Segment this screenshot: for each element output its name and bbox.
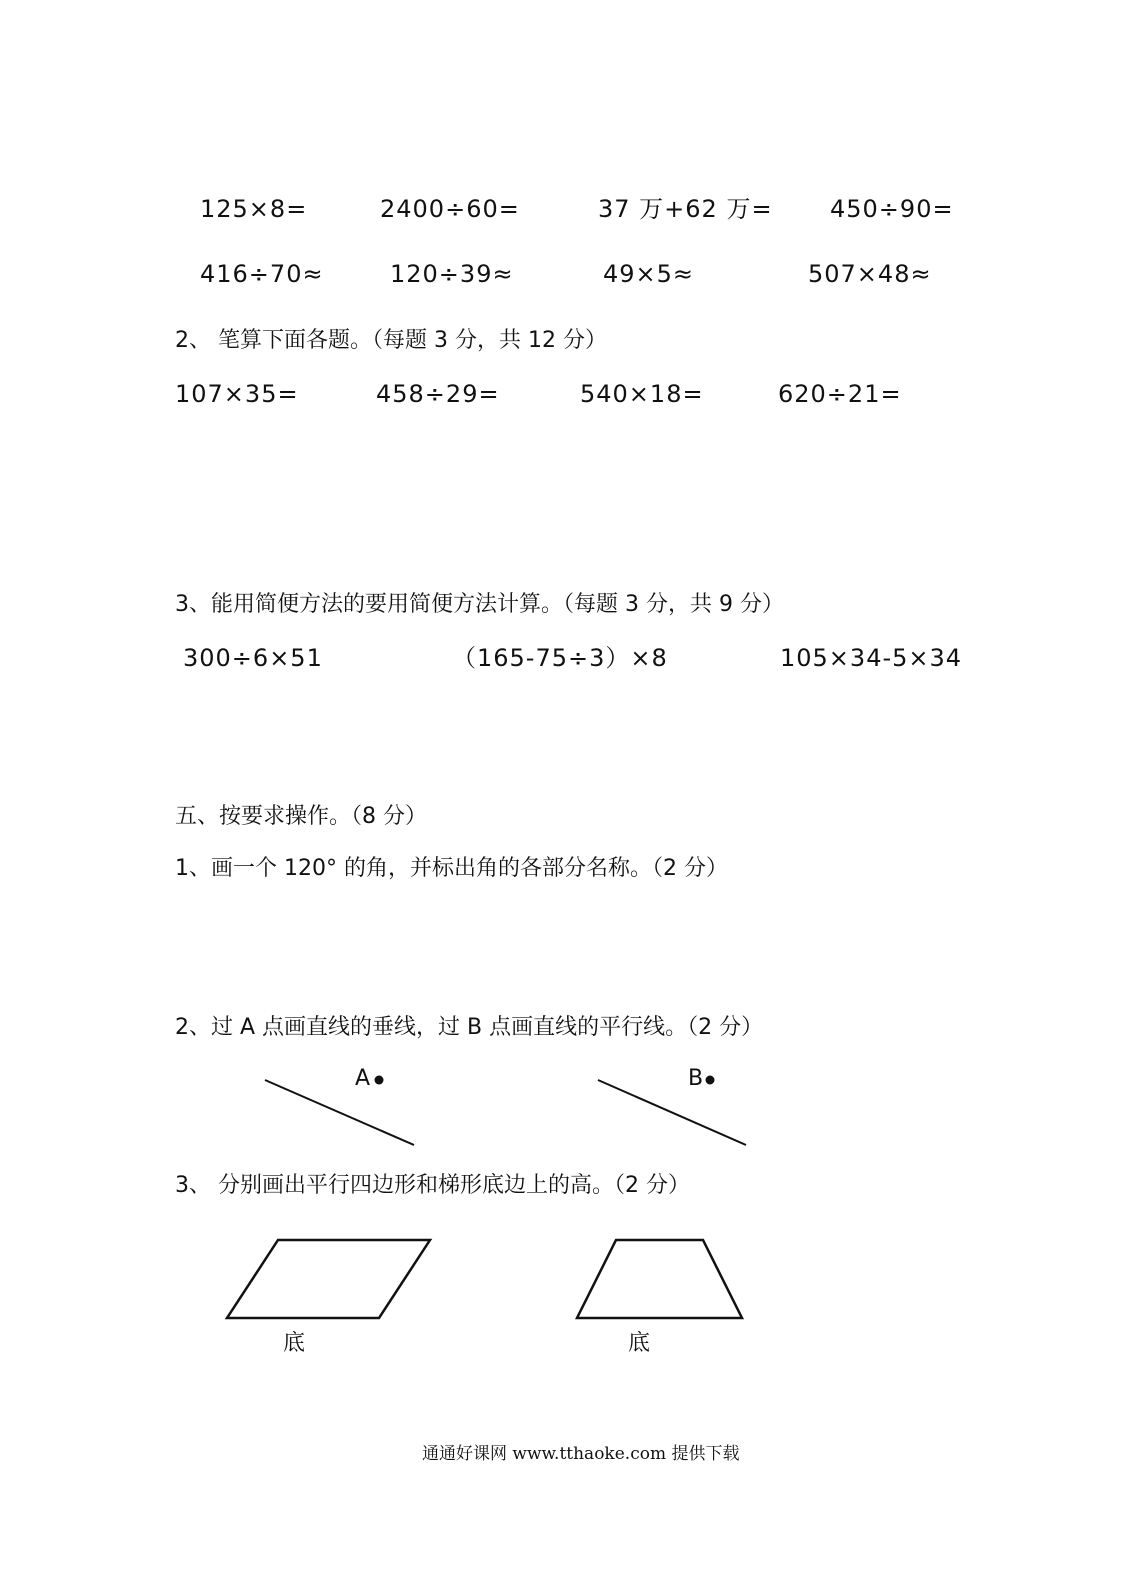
q3-item: 300÷6×51 <box>183 644 323 672</box>
task1-text: 1、画一个 120° 的角，并标出角的各部分名称。（2 分） <box>175 856 728 881</box>
trapezoid <box>577 1240 742 1318</box>
oral-item: 416÷70≈ <box>200 260 324 288</box>
point-a-dot <box>375 1076 384 1085</box>
oral-item: 125×8= <box>200 195 308 223</box>
parallelogram <box>227 1240 430 1318</box>
task2-text: 2、过 A 点画直线的垂线，过 B 点画直线的平行线。（2 分） <box>175 1015 764 1040</box>
q3-item: 105×34-5×34 <box>780 644 963 672</box>
q2-heading: 2、 笔算下面各题。（每题 3 分，共 12 分） <box>175 328 607 353</box>
point-b-dot <box>706 1076 715 1085</box>
q2-item: 107×35= <box>175 380 299 408</box>
q3-heading: 3、能用简便方法的要用简便方法计算。（每题 3 分，共 9 分） <box>175 592 784 617</box>
parallelogram-base-label: 底 <box>283 1331 306 1356</box>
oral-item: 49×5≈ <box>603 260 695 288</box>
q3-item: （165-75÷3）×8 <box>452 644 668 672</box>
oral-item: 37 万+62 万= <box>598 195 773 223</box>
q2-item: 458÷29= <box>376 380 500 408</box>
oral-item: 507×48≈ <box>808 260 932 288</box>
oral-item: 120÷39≈ <box>390 260 514 288</box>
oral-item: 450÷90= <box>830 195 954 223</box>
line-a <box>265 1080 414 1145</box>
q2-item: 620÷21= <box>778 380 902 408</box>
section5-heading: 五、按要求操作。（8 分） <box>175 804 427 829</box>
point-a-label: A <box>355 1066 371 1091</box>
point-b-label: B <box>688 1066 704 1091</box>
oral-item: 2400÷60= <box>380 195 520 223</box>
task3-text: 3、 分别画出平行四边形和梯形底边上的高。（2 分） <box>175 1173 690 1198</box>
footer-credit: 通通好课网 www.tthaoke.com 提供下载 <box>422 1444 740 1464</box>
q2-item: 540×18= <box>580 380 704 408</box>
line-b <box>598 1080 746 1145</box>
trapezoid-base-label: 底 <box>628 1331 651 1356</box>
